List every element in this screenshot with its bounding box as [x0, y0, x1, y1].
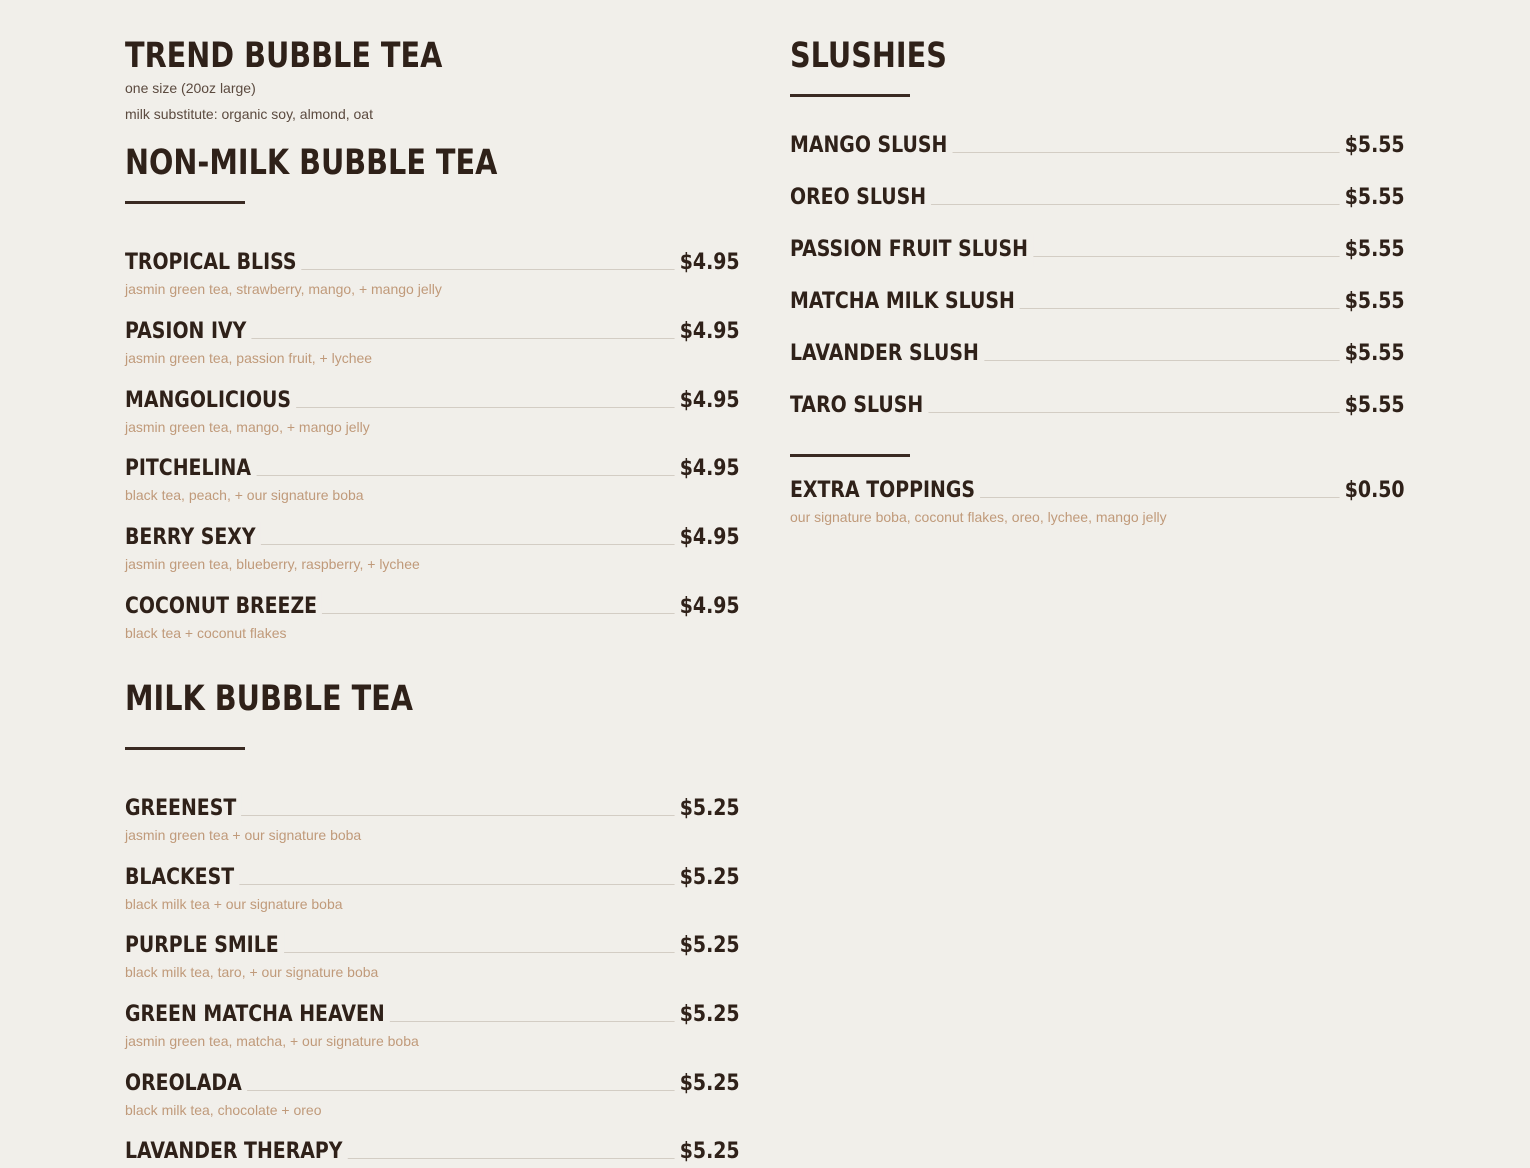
- item-name: PITCHELINA: [125, 453, 256, 485]
- item-name: EXTRA TOPPINGS: [790, 475, 980, 507]
- menu-item: [125, 1068, 740, 1120]
- milk-note: milk substitute: organic soy, almond, oat: [125, 106, 373, 122]
- item-price: $5.55: [1340, 286, 1405, 318]
- item-price: $4.95: [675, 247, 740, 279]
- item-desc: jasmin green tea, matcha, + our signature boba: [125, 1033, 419, 1049]
- item-name: MATCHA MILK SLUSH: [790, 286, 1020, 318]
- item-desc: black tea, peach, + our signature boba: [125, 487, 364, 503]
- menu-item: [125, 385, 740, 437]
- item-desc: jasmin green tea, strawberry, mango, + mango jelly: [125, 281, 442, 297]
- item-price: $5.25: [675, 862, 740, 894]
- item-name: PASSION FRUIT SLUSH: [790, 234, 1033, 266]
- item-price: $5.55: [1340, 234, 1405, 266]
- item-price: $5.25: [675, 793, 740, 825]
- item-price: $4.95: [675, 385, 740, 417]
- item-name: MANGOLICIOUS: [125, 385, 296, 417]
- menu-item: [790, 234, 1405, 266]
- menu-item: [125, 453, 740, 505]
- item-desc: jasmin green tea + our signature boba: [125, 827, 362, 843]
- trend-title: TREND BUBBLE TEA: [125, 36, 443, 76]
- menu-item: [125, 930, 740, 982]
- slushies-title: SLUSHIES: [790, 36, 947, 76]
- item-name: GREENEST: [125, 793, 241, 825]
- menu-item: [790, 130, 1405, 162]
- menu-item: [125, 316, 740, 368]
- item-price: $4.95: [675, 522, 740, 554]
- item-desc: black milk tea, taro, + our signature boba: [125, 964, 379, 980]
- item-name: PURPLE SMILE: [125, 930, 284, 962]
- item-price: $0.50: [1340, 475, 1405, 507]
- item-price: $5.55: [1340, 130, 1405, 162]
- slushies-rule: [790, 94, 910, 97]
- item-price: $5.25: [675, 1068, 740, 1100]
- item-price: $5.55: [1340, 182, 1405, 214]
- item-name: TARO SLUSH: [790, 390, 928, 422]
- item-name: OREO SLUSH: [790, 182, 931, 214]
- menu-item: [125, 793, 740, 845]
- item-name: GREEN MATCHA HEAVEN: [125, 999, 390, 1031]
- extras-rule: [790, 454, 910, 457]
- menu-item: [790, 390, 1405, 422]
- item-name: LAVANDER THERAPY: [125, 1136, 348, 1168]
- item-name: LAVANDER SLUSH: [790, 338, 984, 370]
- menu-item: [790, 182, 1405, 214]
- item-desc: our signature boba, coconut flakes, oreo, lychee, mango jelly: [790, 509, 1167, 525]
- item-price: $5.55: [1340, 338, 1405, 370]
- menu-item: [125, 591, 740, 643]
- item-desc: jasmin green tea, passion fruit, + lychee: [125, 350, 373, 366]
- item-desc: black milk tea + our signature boba: [125, 896, 343, 912]
- item-price: $5.25: [675, 1136, 740, 1168]
- menu-item: [790, 286, 1405, 318]
- item-desc: jasmin green tea, mango, + mango jelly: [125, 419, 370, 435]
- menu-item: [125, 1136, 740, 1168]
- menu-item: [125, 247, 740, 299]
- item-desc: jasmin green tea, blueberry, raspberry, + lychee: [125, 556, 420, 572]
- item-desc: black tea + coconut flakes: [125, 625, 287, 641]
- item-price: $5.55: [1340, 390, 1405, 422]
- item-price: $4.95: [675, 591, 740, 623]
- item-price: $4.95: [675, 316, 740, 348]
- non-milk-rule: [125, 201, 245, 204]
- non-milk-title: NON-MILK BUBBLE TEA: [125, 143, 498, 183]
- item-name: PASION IVY: [125, 316, 251, 348]
- menu-item: [125, 522, 740, 574]
- milk-title: MILK BUBBLE TEA: [125, 679, 413, 719]
- item-price: $4.95: [675, 453, 740, 485]
- item-name: OREOLADA: [125, 1068, 247, 1100]
- item-name: BLACKEST: [125, 862, 239, 894]
- size-note: one size (20oz large): [125, 80, 256, 96]
- item-price: $5.25: [675, 999, 740, 1031]
- menu-item: [125, 862, 740, 914]
- item-name: COCONUT BREEZE: [125, 591, 322, 623]
- menu-item: [790, 338, 1405, 370]
- item-name: MANGO SLUSH: [790, 130, 952, 162]
- milk-rule: [125, 747, 245, 750]
- item-name: TROPICAL BLISS: [125, 247, 302, 279]
- item-name: BERRY SEXY: [125, 522, 261, 554]
- extra-toppings-item: [790, 475, 1405, 527]
- menu-item: [125, 999, 740, 1051]
- item-price: $5.25: [675, 930, 740, 962]
- item-desc: black milk tea, chocolate + oreo: [125, 1102, 322, 1118]
